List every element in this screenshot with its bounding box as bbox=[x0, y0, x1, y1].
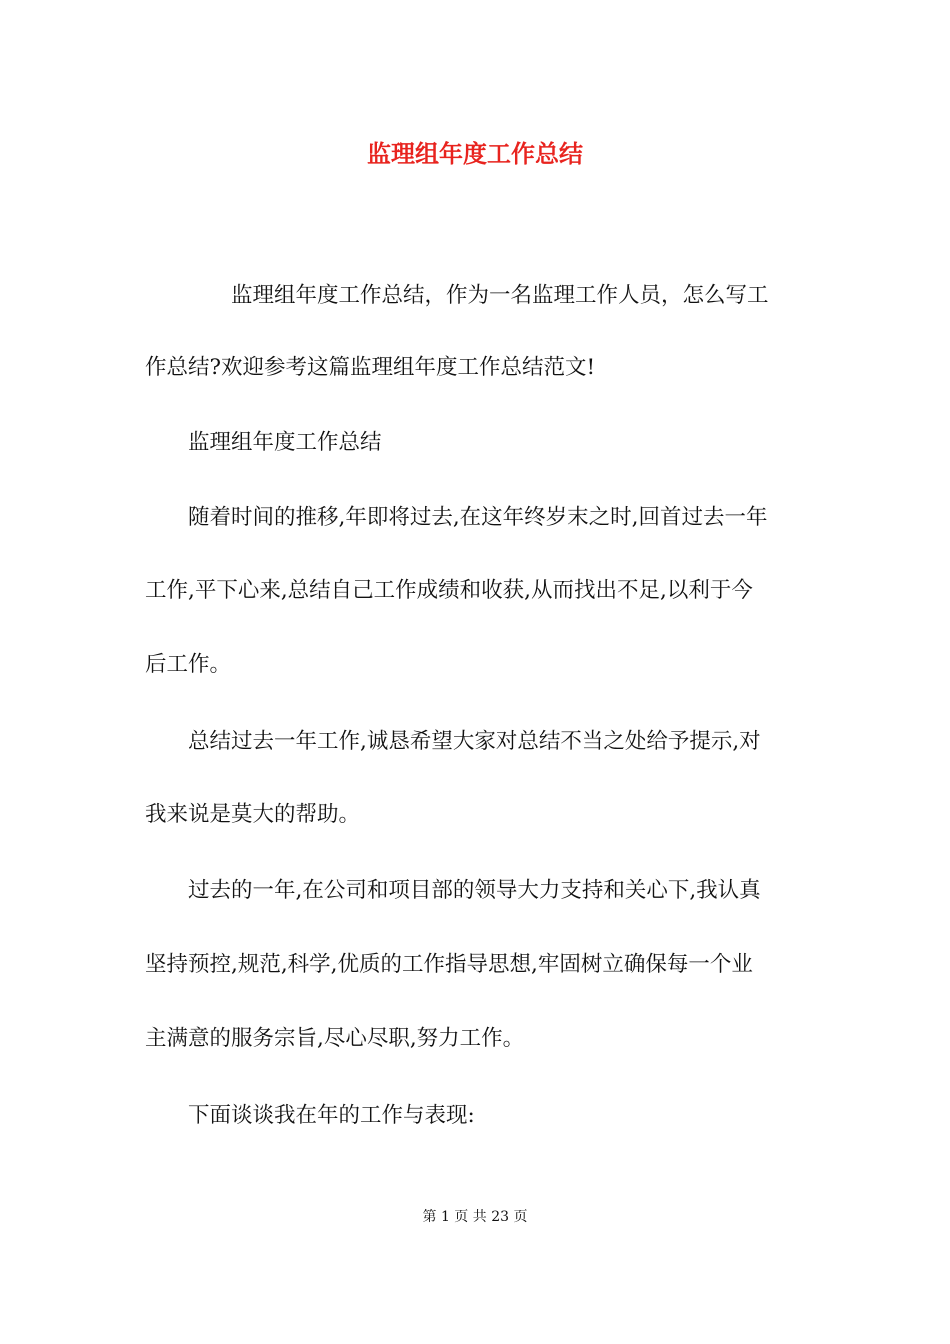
section-heading: 监理组年度工作总结 bbox=[145, 430, 382, 455]
body-line-1: 监理组年度工作总结，作为一名监理工作人员，怎么写工 bbox=[145, 283, 769, 308]
body-line-2: 作总结?欢迎参考这篇监理组年度工作总结范文! bbox=[145, 355, 596, 380]
body-line-5: 工作,平下心来,总结自己工作成绩和收获,从而找出不足,以利于今 bbox=[145, 578, 753, 603]
body-line-7: 总结过去一年工作,诚恳希望大家对总结不当之处给予提示,对 bbox=[145, 729, 761, 754]
document-title: 监理组年度工作总结 bbox=[367, 139, 583, 168]
body-line-4: 随着时间的推移,年即将过去,在这年终岁末之时,回首过去一年 bbox=[145, 505, 768, 530]
body-line-9: 过去的一年,在公司和项目部的领导大力支持和关心下,我认真 bbox=[145, 878, 761, 903]
page-number-footer: 第 1 页 共 23 页 bbox=[422, 1209, 528, 1225]
body-line-12: 下面谈谈我在年的工作与表现: bbox=[145, 1103, 475, 1128]
body-line-8: 我来说是莫大的帮助。 bbox=[145, 802, 361, 827]
body-line-11: 主满意的服务宗旨,尽心尽职,努力工作。 bbox=[145, 1026, 525, 1051]
body-line-6: 后工作。 bbox=[145, 652, 232, 677]
body-line-10: 坚持预控,规范,科学,优质的工作指导思想,牢固树立确保每一个业 bbox=[145, 952, 753, 977]
